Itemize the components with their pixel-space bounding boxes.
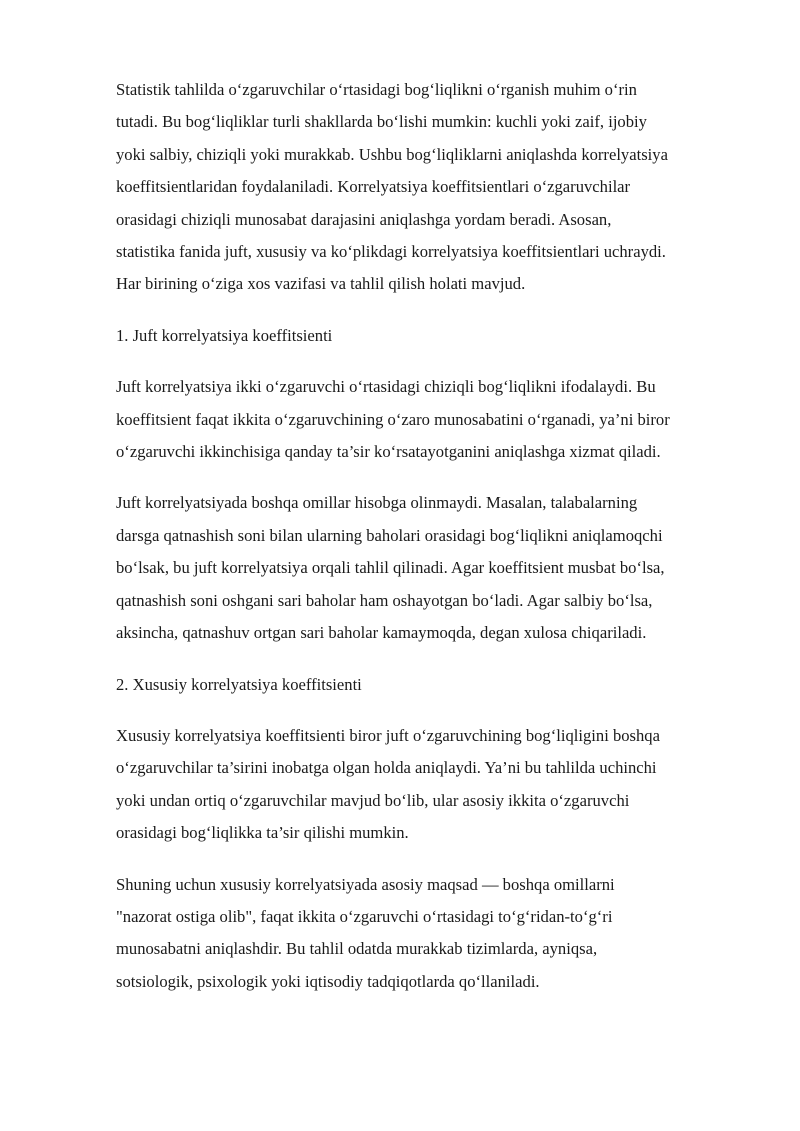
text-line: o‘zgaruvchilar ta’sirini inobatga olgan holda aniqlaydi. Ya’ni bu tahlilda uchinchi	[116, 758, 657, 778]
text-line: Juft korrelyatsiyada boshqa omillar hisobga olinmaydi. Masalan, talabalarning	[116, 493, 638, 513]
paragraph	[116, 371, 756, 468]
text-line: koeffitsient faqat ikkita o‘zgaruvchining o‘zaro munosabatini o‘rganadi, ya’ni biror	[116, 409, 670, 429]
text-line: "nazorat ostiga olib", faqat ikkita o‘zgaruvchi o‘rtasidagi to‘g‘ridan-to‘g‘ri	[116, 906, 613, 926]
text-line: 2. Xususiy korrelyatsiya koeffitsienti	[116, 674, 362, 694]
text-line: Statistik tahlilda o‘zgaruvchilar o‘rtasidagi bog‘liqlikni o‘rganish muhim o‘rin	[116, 80, 637, 99]
text-line: Xususiy korrelyatsiya koeffitsienti biror juft o‘zgaruvchining bog‘liqligini boshqa	[116, 725, 660, 745]
paragraph	[116, 487, 756, 649]
text-line: tutadi. Bu bog‘liqliklar turli shakllarda bo‘lishi mumkin: kuchli yoki zaif, ijobiy	[116, 112, 647, 132]
text-line: darsga qatnashish soni bilan ularning baholari orasidagi bog‘liqlikni aniqlamoqchi	[116, 525, 663, 545]
text-line: 1. Juft korrelyatsiya koeffitsienti	[116, 325, 333, 345]
text-line: o‘zgaruvchi ikkinchisiga qanday ta’sir ko‘rsatayotganini aniqlashga xizmat qiladi.	[116, 442, 661, 462]
text-line: koeffitsientlaridan foydalaniladi. Korrelyatsiya koeffitsientlari o‘zgaruvchilar	[116, 177, 631, 197]
text-line: munosabatni aniqlashdir. Bu tahlil odatda murakkab tizimlarda, ayniqsa,	[116, 939, 598, 959]
text-line: statistika fanida juft, xususiy va ko‘plikdagi korrelyatsiya koeffitsientlari uchraydi.	[116, 242, 666, 262]
paragraph	[116, 869, 756, 999]
text-line: sotsiologik, psixologik yoki iqtisodiy tadqiqotlarda qo‘llaniladi.	[116, 971, 540, 991]
text-line: qatnashish soni oshgani sari baholar ham oshayotgan bo‘ladi. Agar salbiy bo‘lsa,	[116, 590, 653, 610]
text-line: aksincha, qatnashuv ortgan sari baholar kamaymoqda, degan xulosa chiqariladi.	[116, 623, 647, 643]
paragraph	[116, 720, 756, 850]
text-line: orasidagi bog‘liqlikka ta’sir qilishi mumkin.	[116, 823, 409, 843]
text-line: yoki undan ortiq o‘zgaruvchilar mavjud bo‘lib, ular asosiy ikkita o‘zgaruvchi	[116, 790, 630, 810]
section-heading	[116, 320, 756, 352]
text-line: orasidagi chiziqli munosabat darajasini aniqlashga yordam beradi. Asosan,	[116, 209, 612, 229]
text-line: bo‘lsak, bu juft korrelyatsiya orqali tahlil qilinadi. Agar koeffitsient musbat bo‘lsa,	[116, 558, 665, 578]
document-body	[116, 74, 756, 1017]
text-line: Shuning uchun xususiy korrelyatsiyada asosiy maqsad — boshqa omillarni	[116, 874, 615, 894]
text-line: yoki salbiy, chiziqli yoki murakkab. Ushbu bog‘liqliklarni aniqlashda korrelyatsiya	[116, 144, 668, 164]
text-line: Har birining o‘ziga xos vazifasi va tahlil qilish holati mavjud.	[116, 274, 526, 294]
paragraph	[116, 74, 756, 301]
text-line: Juft korrelyatsiya ikki o‘zgaruvchi o‘rtasidagi chiziqli bog‘liqlikni ifodalaydi. Bu	[116, 377, 656, 397]
section-heading	[116, 669, 756, 701]
